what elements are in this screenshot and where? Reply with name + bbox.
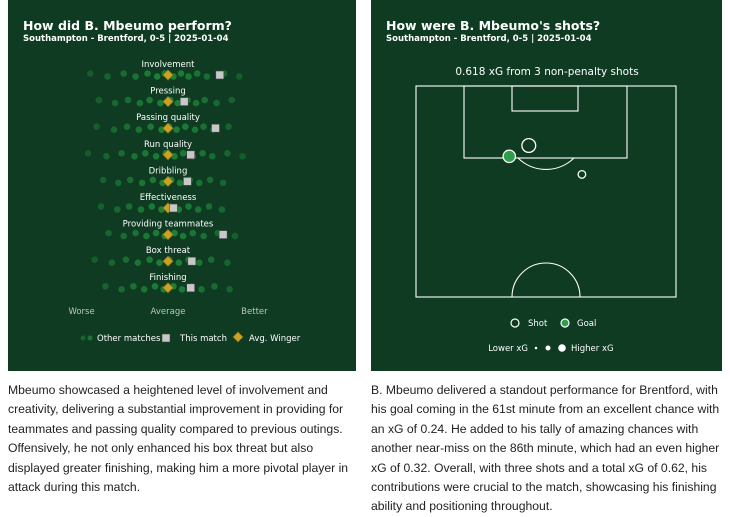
other-match-dot — [199, 150, 206, 157]
other-match-dot — [224, 259, 231, 266]
other-match-dot — [209, 153, 216, 160]
other-match-dot — [132, 73, 139, 80]
other-match-dot — [147, 123, 154, 130]
legend-size-large — [558, 344, 566, 352]
legend-shot-label: Shot — [528, 319, 548, 329]
other-match-dot — [207, 177, 214, 184]
other-match-dot — [120, 70, 127, 77]
other-match-dot — [232, 233, 239, 240]
other-match-dot — [132, 230, 139, 237]
this-match-marker — [169, 204, 177, 212]
shot-marker — [578, 171, 586, 179]
metric-label: Run quality — [143, 139, 193, 150]
other-match-dot — [127, 177, 134, 184]
other-match-dot — [200, 123, 207, 130]
other-match-dot — [200, 233, 207, 240]
other-match-dot — [176, 259, 183, 266]
other-match-dot — [125, 97, 132, 104]
other-match-dot — [123, 256, 130, 263]
other-match-dot — [208, 256, 215, 263]
performance-chart — [8, 0, 356, 371]
other-match-dot — [195, 206, 202, 213]
other-match-dot — [152, 283, 159, 290]
other-match-dot — [91, 256, 98, 263]
other-match-dot — [182, 123, 189, 130]
performance-legend — [81, 332, 301, 344]
other-match-dot — [141, 286, 148, 293]
other-match-dot — [239, 153, 246, 160]
other-match-dot — [194, 70, 201, 77]
other-match-dot — [201, 97, 208, 104]
other-match-dot — [196, 180, 203, 187]
shots-subtitle: Southampton - Brentford, 0-5 | 2025-01-04 — [386, 34, 592, 44]
performance-title: How did B. Mbeumo perform? — [23, 18, 232, 33]
shots-description: B. Mbeumo delivered a standout performance for Brentford, with his goal coming in the 61st minute from an excellent chance with an xG of 0.24. He added to his tally of amazing chances with another near-miss on the 86th minute, which had an even higher xG of 0.32. Overall, with three shots and a total xG of 0.62, his contributions were crucial to the match, showcasing his finishing ability and positioning throughout. — [371, 383, 720, 514]
other-match-dot — [198, 286, 205, 293]
shots-panel — [371, 0, 722, 371]
legend-other-dot-1 — [81, 336, 86, 341]
other-match-dot — [111, 126, 118, 133]
legend-size-medium — [546, 346, 551, 351]
metric-label: Box threat — [145, 246, 191, 257]
other-match-dot — [136, 126, 143, 133]
legend-size-small — [535, 347, 538, 350]
other-match-dot — [219, 206, 226, 213]
legend-goal-marker — [561, 319, 569, 327]
other-match-dot — [185, 73, 192, 80]
other-match-dot — [180, 233, 187, 240]
other-match-dot — [85, 150, 92, 157]
legend-shot-marker — [511, 319, 519, 327]
legend-lower-xg: Lower xG — [488, 344, 528, 354]
metric-label: Dribbling — [148, 166, 188, 177]
axis-label: Worse — [68, 307, 95, 317]
xg-size-legend — [488, 344, 613, 354]
this-match-marker — [180, 98, 188, 106]
legend-goal-label: Goal — [577, 319, 597, 329]
other-match-dot — [153, 153, 160, 160]
axis-label: Average — [150, 307, 186, 317]
other-match-dot — [150, 177, 157, 184]
other-match-dot — [190, 230, 197, 237]
shots-title: How were B. Mbeumo's shots? — [386, 18, 601, 33]
axis-label: Better — [241, 307, 268, 317]
legend-this-match-square — [162, 334, 170, 342]
other-match-dot — [103, 153, 110, 160]
shot-map — [371, 0, 722, 371]
pitch-outline — [416, 86, 676, 297]
metric-label: Providing teammates — [122, 219, 214, 230]
other-match-dot — [224, 150, 231, 157]
other-match-dot — [87, 70, 94, 77]
other-match-dot — [118, 150, 125, 157]
other-match-dot — [180, 150, 187, 157]
other-match-dot — [143, 233, 150, 240]
other-match-dot — [137, 100, 144, 107]
other-match-dot — [193, 100, 200, 107]
other-match-dot — [120, 233, 127, 240]
penalty-arc — [518, 158, 574, 169]
legend-this-match-label: This match — [180, 334, 227, 344]
other-match-dot — [124, 123, 131, 130]
other-match-dot — [185, 203, 192, 210]
this-match-marker — [212, 124, 220, 132]
pitch — [416, 86, 676, 297]
this-match-marker — [183, 177, 191, 185]
other-match-dot — [131, 153, 138, 160]
other-match-dot — [173, 126, 180, 133]
metric-label: Effectiveness — [139, 193, 197, 203]
other-match-dot — [146, 97, 153, 104]
legend-other-dot-2 — [88, 336, 93, 341]
other-match-dot — [157, 100, 164, 107]
other-match-dot — [115, 180, 122, 187]
other-match-dot — [211, 283, 218, 290]
other-match-dot — [100, 177, 107, 184]
legend-higher-xg: Higher xG — [571, 344, 614, 354]
this-match-marker — [188, 257, 196, 265]
other-match-dot — [104, 73, 111, 80]
centre-circle-arc — [512, 263, 580, 297]
other-match-dot — [126, 203, 133, 210]
other-match-dot — [153, 230, 160, 237]
penalty-box — [464, 86, 627, 158]
other-match-dot — [178, 70, 185, 77]
this-match-marker — [187, 284, 195, 292]
other-match-dot — [144, 70, 151, 77]
legend-avg-winger-label: Avg. Winger — [249, 334, 301, 344]
other-match-dot — [118, 286, 125, 293]
other-match-dot — [130, 283, 137, 290]
legend-other-matches-label: Other matches — [97, 334, 161, 344]
other-match-dot — [225, 123, 232, 130]
other-match-dot — [220, 180, 227, 187]
shot-legend — [511, 319, 596, 329]
this-match-marker — [187, 151, 195, 159]
other-match-dot — [204, 73, 211, 80]
other-match-dot — [196, 259, 203, 266]
other-match-dot — [228, 97, 235, 104]
metric-label: Involvement — [141, 60, 195, 70]
other-match-dot — [109, 259, 116, 266]
performance-description: Mbeumo showcased a heightened level of involvement and creativity, delivering a substantial improvement in providing for teammates and passing quality compared to previous outings. Offensively, he not only enhanced his box threat but also displayed greater finishing, making him a more pivotal player in attack during this match. — [8, 383, 349, 495]
this-match-marker — [216, 71, 224, 79]
other-match-dot — [226, 286, 233, 293]
xg-summary: 0.618 xG from 3 non-penalty shots — [455, 66, 639, 78]
other-match-dot — [192, 126, 199, 133]
other-match-dot — [98, 203, 105, 210]
performance-subtitle: Southampton - Brentford, 0-5 | 2025-01-04 — [23, 34, 229, 44]
other-match-dot — [156, 259, 163, 266]
other-match-dot — [154, 73, 161, 80]
metric-label: Finishing — [149, 272, 187, 283]
other-match-dot — [146, 256, 153, 263]
performance-axis — [68, 307, 268, 317]
other-match-dot — [138, 206, 145, 213]
other-match-dot — [112, 100, 119, 107]
this-match-marker — [219, 231, 227, 239]
other-match-dot — [206, 203, 213, 210]
other-match-dot — [149, 203, 156, 210]
metric-label: Passing quality — [136, 113, 200, 124]
six-yard-box — [512, 86, 578, 111]
goal-marker — [503, 150, 515, 162]
other-match-dot — [93, 123, 100, 130]
other-match-dot — [105, 230, 112, 237]
shot-marker — [522, 139, 536, 153]
other-match-dot — [142, 150, 149, 157]
other-match-dot — [102, 283, 109, 290]
other-match-dot — [213, 100, 220, 107]
other-match-dot — [135, 259, 142, 266]
other-match-dot — [236, 73, 243, 80]
other-match-dot — [139, 180, 146, 187]
performance-panel — [8, 0, 356, 371]
other-match-dot — [179, 286, 186, 293]
legend-avg-winger-diamond — [233, 332, 243, 342]
other-match-dot — [177, 180, 184, 187]
other-match-dot — [96, 97, 103, 104]
other-match-dot — [114, 206, 121, 213]
metric-label: Pressing — [150, 86, 186, 97]
